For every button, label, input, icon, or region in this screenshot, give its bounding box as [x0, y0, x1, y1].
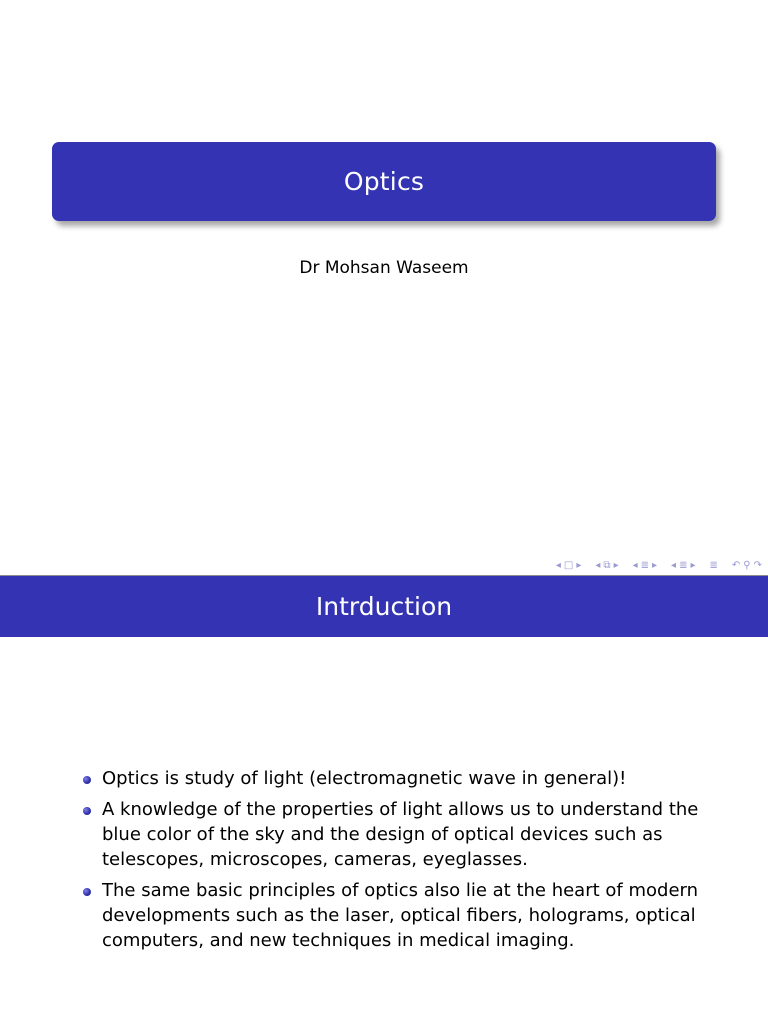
subsubsection-nav[interactable] [671, 560, 695, 572]
subsubsection-prev-icon[interactable]: ◂ [671, 560, 677, 571]
bullet-item [82, 797, 702, 872]
bullet-list [82, 766, 702, 959]
document-nav[interactable] [710, 560, 718, 572]
forward-icon[interactable]: ↷ [753, 560, 762, 571]
frame-nav[interactable] [556, 560, 582, 572]
bullet-icon [83, 807, 91, 815]
bullet-text: Optics is study of light (electromagnetic wave in general)! [102, 768, 627, 789]
subsubsection-icon[interactable]: ≣ [679, 560, 688, 571]
introduction-slide [0, 576, 768, 1024]
author-name: Dr Mohsan Waseem [299, 258, 469, 278]
section-icon[interactable]: ≣ [640, 560, 650, 571]
bullet-icon [83, 888, 91, 896]
subsection-icon[interactable]: ⧉ [603, 560, 611, 571]
bullet-icon [83, 776, 91, 784]
bullet-text: A knowledge of the properties of light allows us to understand the blue color of the sky and the design of optical devices such as telescopes, microscopes, cameras, eyeglasses. [102, 799, 699, 870]
presentation-title: Optics [343, 167, 425, 196]
back-icon[interactable]: ↶ [731, 560, 741, 571]
bullet-text: The same basic principles of optics also lie at the heart of modern developments such as the laser, optical fibers, holograms, optical computers, and new techniques in medical imaging. [102, 880, 699, 951]
beamer-navigation-bar [556, 560, 762, 572]
subsection-prev-icon[interactable]: ◂ [595, 560, 601, 571]
subsection-nav[interactable] [595, 560, 618, 572]
frame-title: Intrduction [315, 592, 453, 621]
bullet-item [82, 766, 702, 791]
subsubsection-next-icon[interactable]: ▸ [690, 560, 696, 571]
frame-prev-icon[interactable]: ◂ [555, 560, 561, 571]
bullet-item [82, 878, 702, 953]
frame-title-bar [0, 576, 768, 637]
title-box [52, 142, 716, 221]
section-prev-icon[interactable]: ◂ [632, 560, 638, 571]
frame-icon[interactable]: □ [563, 560, 574, 571]
section-next-icon[interactable]: ▸ [652, 560, 658, 571]
search-nav[interactable] [732, 560, 762, 572]
subsection-next-icon[interactable]: ▸ [613, 560, 619, 571]
document-icon[interactable]: ≣ [709, 560, 718, 571]
section-nav[interactable] [633, 560, 657, 572]
search-icon[interactable]: ⚲ [743, 560, 751, 571]
frame-next-icon[interactable]: ▸ [576, 560, 582, 571]
